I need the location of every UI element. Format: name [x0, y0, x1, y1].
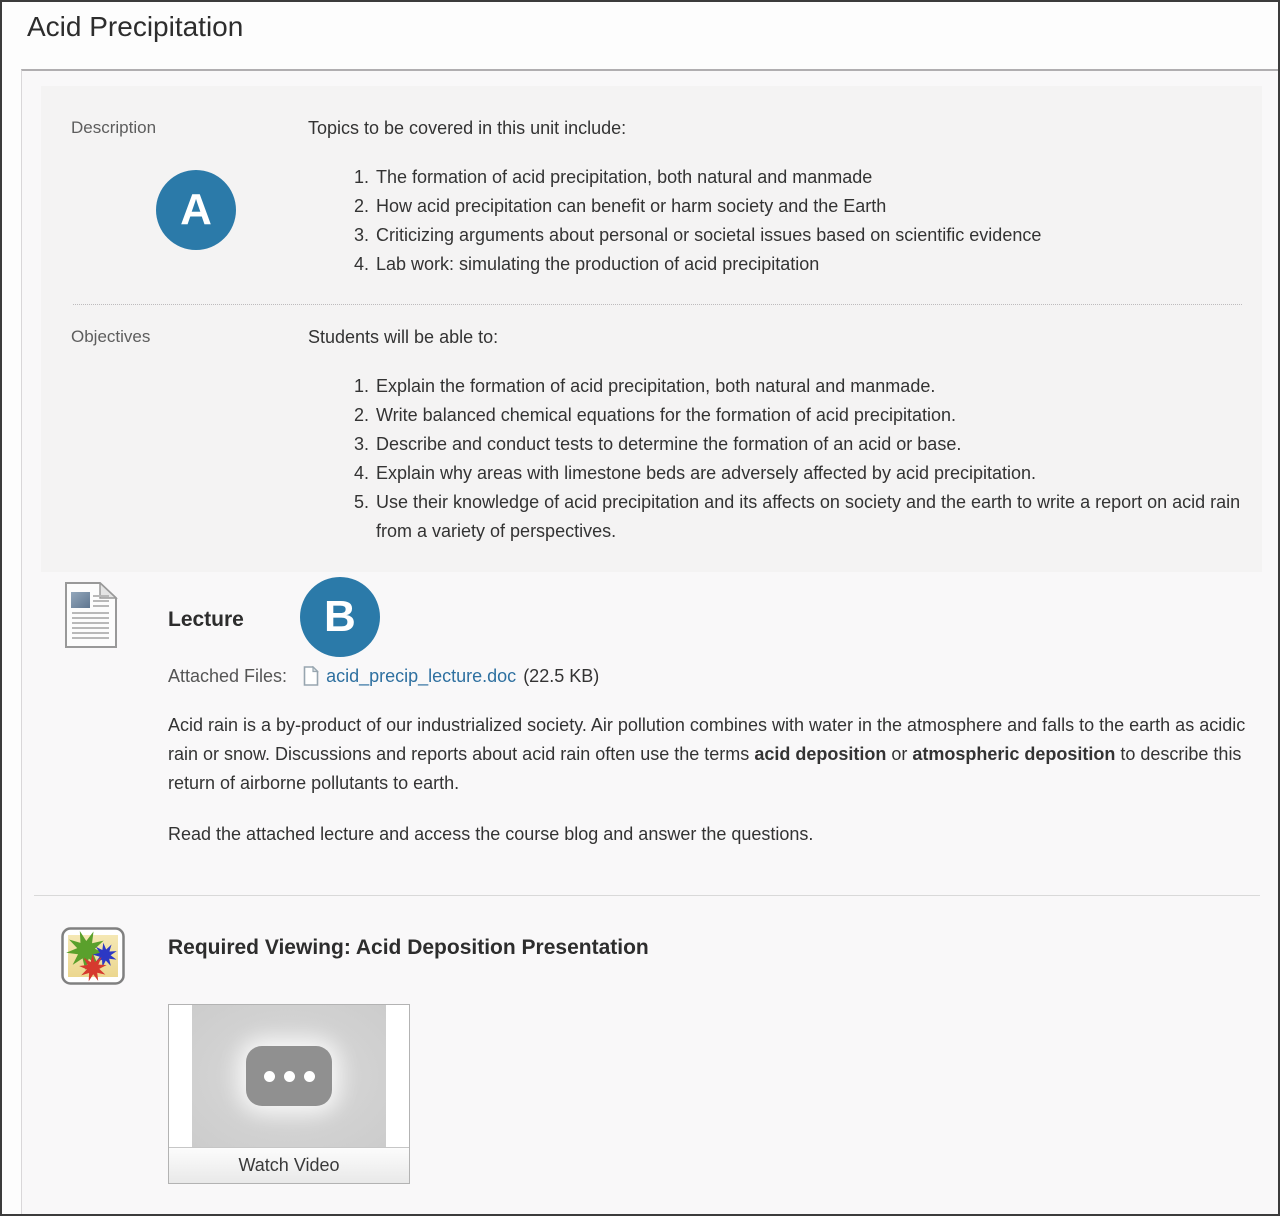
video-play-placeholder-icon: [246, 1046, 332, 1106]
required-viewing-item: [22, 896, 1278, 1184]
document-icon: [63, 635, 119, 652]
objectives-row: [71, 323, 1242, 546]
lecture-content: [168, 582, 1248, 849]
objectives-label-column: [71, 323, 308, 546]
lecture-bold-term-1: acid deposition: [754, 744, 887, 764]
attached-file-link[interactable]: acid_precip_lecture.doc: [326, 666, 517, 686]
lecture-paragraph-1: [168, 711, 1248, 798]
dotted-divider: [73, 304, 1242, 305]
objectives-intro: Students will be able to:: [308, 327, 499, 347]
page-title: Acid Precipitation: [27, 11, 244, 42]
objectives-list-item: 3. Describe and conduct tests to determine the formation of an acid or base.: [374, 430, 1242, 459]
description-content: [308, 114, 1242, 279]
dot-icon: [264, 1071, 275, 1082]
description-label-column: [71, 114, 308, 279]
description-label: Description: [71, 118, 157, 137]
file-icon: [303, 666, 319, 691]
topics-list-item: 1. The formation of acid precipitation, both natural and manmade: [374, 163, 1242, 192]
required-viewing-title: Required Viewing: Acid Deposition Presentation: [168, 936, 649, 959]
badge-b-icon: B: [300, 577, 380, 657]
objectives-list-item: 1. Explain the formation of acid precipitation, both natural and manmade.: [374, 372, 1242, 401]
lecture-header: [168, 582, 1248, 658]
objectives-list-item: 2. Write balanced chemical equations for the formation of acid precipitation.: [374, 401, 1242, 430]
attached-file-size: (22.5 KB): [523, 666, 600, 686]
objectives-label: Objectives: [71, 327, 151, 346]
lecture-paragraph-2: Read the attached lecture and access the course blog and answer the questions.: [168, 824, 814, 844]
lecture-title: Lecture: [168, 608, 244, 631]
topics-list: [308, 163, 1242, 279]
watch-video-label[interactable]: Watch Video: [169, 1147, 409, 1183]
lecture-paragraph-1-text: Acid rain is a by-product of our industrialized society. Air pollution combines with water in the atmosphere and falls to the earth as acidic rain or snow. Discussions and reports about acid rain often use the terms: [168, 715, 1246, 764]
video-thumbnail[interactable]: [169, 1005, 409, 1147]
lecture-item: [22, 572, 1278, 849]
dot-icon: [304, 1071, 315, 1082]
lecture-icon-column: [63, 582, 168, 849]
dot-icon: [284, 1071, 295, 1082]
objectives-list-item: 4. Explain why areas with limestone beds are adversely affected by acid precipitation.: [374, 459, 1242, 488]
badge-a-icon: A: [156, 170, 236, 250]
attached-files-label: Attached Files:: [168, 666, 288, 686]
objectives-content: [308, 323, 1242, 546]
topics-list-item: 4. Lab work: simulating the production of acid precipitation: [374, 250, 1242, 279]
viewing-content: [168, 927, 1248, 1184]
description-row: [71, 114, 1242, 279]
content-container: [21, 69, 1278, 1214]
objectives-list-item: 5. Use their knowledge of acid precipitation and its affects on society and the earth to write a report on acid rain from a variety of perspectives.: [374, 488, 1242, 546]
attached-files-row: [168, 664, 1248, 689]
video-thumbnail-image: [192, 1005, 386, 1147]
meta-panel: [41, 86, 1262, 572]
objectives-list: [308, 372, 1242, 546]
lecture-paragraph-1-text: or: [886, 744, 913, 764]
topics-list-item: 2. How acid precipitation can benefit or harm society and the Earth: [374, 192, 1242, 221]
watch-video-card[interactable]: [168, 1004, 410, 1184]
viewing-icon-column: [61, 927, 168, 1184]
lecture-bold-term-2: atmospheric deposition: [912, 744, 1116, 764]
topics-list-item: 3. Criticizing arguments about personal or societal issues based on scientific evidence: [374, 221, 1242, 250]
description-intro: Topics to be covered in this unit include:: [308, 118, 627, 138]
lecture-paragraph-1-text: to describe this return of airborne pollutants to earth.: [168, 744, 1242, 793]
mashup-media-icon: [61, 972, 125, 989]
